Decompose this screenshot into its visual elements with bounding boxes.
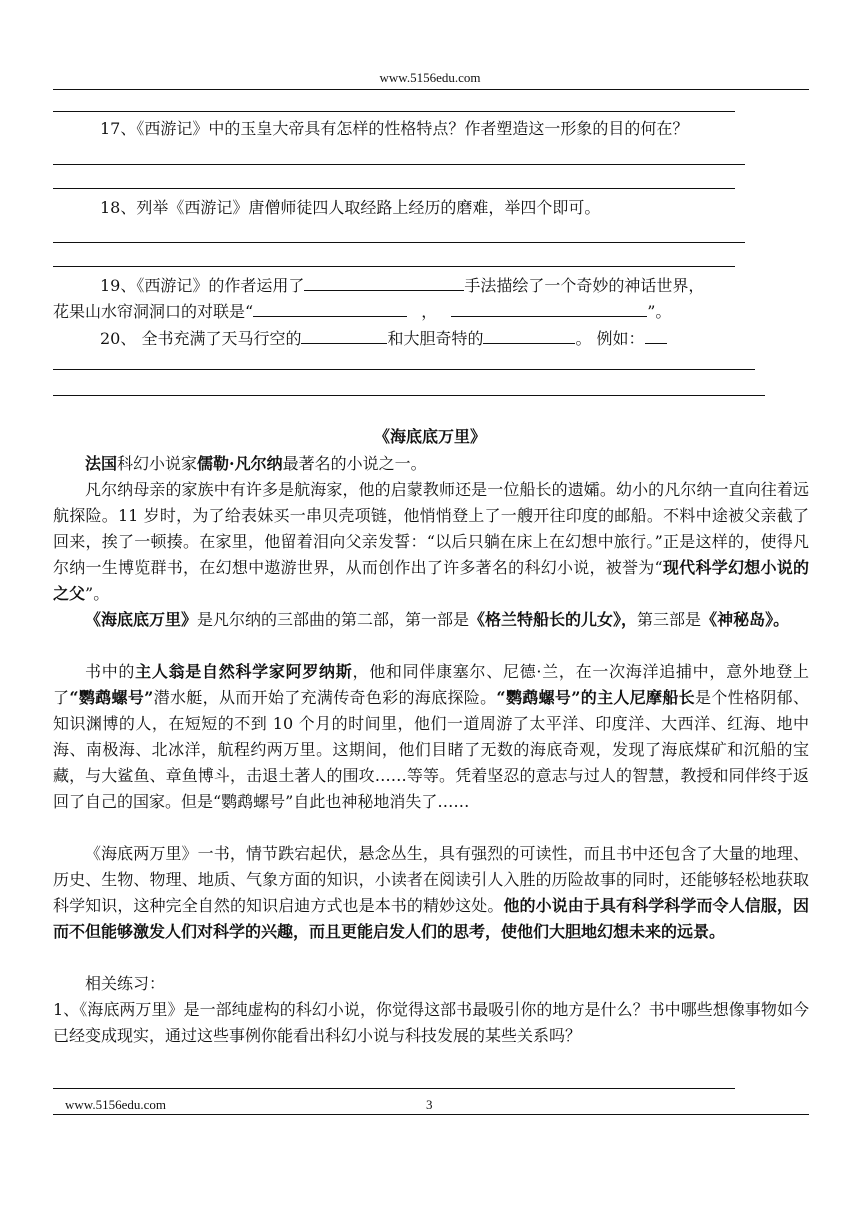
text: 是个性格阴郁、知识渊博的人，在短短的不到 10 个月的时间里，他们一道周游了太平洋、印度洋、大西洋、红海、地中海、南极海、北冰洋，航程约两万里。这期间，他们目睹了无数的海底奇观，发现了海底煤矿和沉船的宝藏，与大鲨鱼、章鱼博斗，击退土著人的围攻……等等。凭着坚忍的意志与过人的智慧，教授和同伴终于返回了自己的国家。但是“鹦鹉螺号”自此也神秘地消失了…… — [53, 688, 809, 811]
text: 最著名的小说之一。 — [282, 454, 427, 473]
text: 《海底两万里》一书，情节跌宕起伏，悬念丛生，具有强烈的可读性，而且书中还包含了大量的地理、历史、生物、物理、地质、气象方面的知识，小读者在阅读引人入胜的历险故事的同时，还能够轻松地获取科学知识，这种完全自然的知识启迪方式也是本书的精妙这处。 — [53, 844, 809, 915]
question-20 — [100, 325, 667, 352]
paragraph-trilogy — [53, 607, 809, 633]
fill-blank — [451, 298, 647, 317]
header-rule — [53, 89, 809, 90]
header-site: www.5156edu.com — [379, 70, 481, 85]
exercise-1: 1、《海底两万里》是一部纯虚构的科幻小说，你觉得这部书最吸引你的地方是什么？书中哪些想像事物如今已经变成现实，通过这些事例你能看出科幻小说与科技发展的某些关系吗？ — [53, 1000, 809, 1045]
fill-blank — [645, 325, 667, 344]
fill-blank — [301, 325, 387, 344]
answer-line — [53, 266, 735, 267]
answer-line — [53, 242, 745, 243]
question-19-line2 — [53, 298, 671, 325]
bold-text: 法国 — [85, 454, 118, 473]
bold-text: 现代科学幻想小说的之父 — [53, 558, 809, 603]
question-17: 17、《西游记》中的玉皇大帝具有怎样的性格特点？作者塑造这一形象的目的何在？ — [100, 119, 689, 138]
fill-blank — [253, 298, 407, 317]
answer-line — [53, 395, 765, 396]
answer-line — [53, 1088, 735, 1089]
question-18: 18、列举《西游记》唐僧师徒四人取经路上经历的磨难，举四个即可。 — [100, 198, 601, 217]
bold-text: “鹦鹉螺号” — [69, 688, 154, 707]
page-number: 3 — [426, 1097, 433, 1112]
text: 书中的 — [85, 662, 136, 681]
paragraph-evaluation — [53, 841, 809, 945]
question-19-text-a: 19、《西游记》的作者运用了 — [100, 276, 305, 295]
question-19-line1 — [100, 272, 704, 299]
question-19-text-e: ”。 — [647, 302, 672, 321]
bold-text: 他的小说由于具有科学科学而令人信服，因而不但能够激发人们对科学的兴趣，而且更能启发人们的思考，使他们大胆地幻想未来的远景。 — [53, 896, 809, 941]
bold-text: 主人翁是自然科学家阿罗纳斯 — [135, 662, 353, 681]
bold-text: “鹦鹉螺号”的主人尼摩船长 — [496, 688, 696, 707]
answer-line — [53, 369, 755, 370]
question-19-text-d: ， — [421, 302, 438, 321]
answer-line — [53, 111, 735, 112]
text: 潜水艇，从而开始了充满传奇色彩的海底探险。 — [153, 688, 497, 707]
answer-line — [53, 188, 735, 189]
footer-rule — [53, 1114, 809, 1115]
text: 凡尔纳母亲的家族中有许多是航海家，他的启蒙教师还是一位船长的遗孀。幼小的凡尔纳一直向往着远航探险。11 岁时，为了给表妹买一串贝壳项链，他悄悄登上了一艘开往印度的邮船。不料中途被父亲截了回来，挨了一顿揍。在家里，他留着泪向父亲发誓：“以后只躺在床上在幻想中旅行。”正是这样的，使得凡尔纳一生博览群书，在幻想中遨游世界，从而创作出了许多著名的科幻小说，被誉为“ — [53, 480, 809, 577]
text: ，他和同伴康塞尔、尼德·兰，在一次海洋追捕中，意外地登上了 — [53, 662, 809, 707]
question-20-text-c: 。 例如： — [575, 329, 645, 348]
question-19-text-c: 花果山水帘洞洞口的对联是“ — [53, 302, 254, 321]
fill-blank — [304, 272, 464, 291]
paragraph-author-bio — [53, 477, 809, 607]
bold-text: 《海底底万里》 — [85, 610, 198, 629]
paragraph-intro — [53, 451, 809, 477]
question-20-text-a: 20、 全书充满了天马行空的 — [100, 329, 302, 348]
answer-line — [53, 164, 745, 165]
author-name: 儒勒·凡尔纳 — [197, 454, 283, 473]
text: 科幻小说家 — [117, 454, 198, 473]
text: 是凡尔纳的三部曲的第二部，第一部是 — [197, 610, 470, 629]
text: 第三部是 — [637, 610, 702, 629]
question-20-text-b: 和大胆奇特的 — [387, 329, 484, 348]
article-title: 《海底底万里》 — [373, 427, 486, 446]
footer-site: www.5156edu.com — [65, 1097, 166, 1112]
text: ”。 — [85, 584, 110, 603]
bold-text: 《神秘岛》。 — [701, 610, 790, 629]
question-19-text-b: 手法描绘了一个奇妙的神话世界， — [464, 276, 705, 295]
paragraph-plot — [53, 659, 809, 815]
fill-blank — [483, 325, 575, 344]
exercise-label: 相关练习： — [85, 974, 166, 993]
bold-text: 《格兰特船长的儿女》， — [469, 610, 638, 629]
